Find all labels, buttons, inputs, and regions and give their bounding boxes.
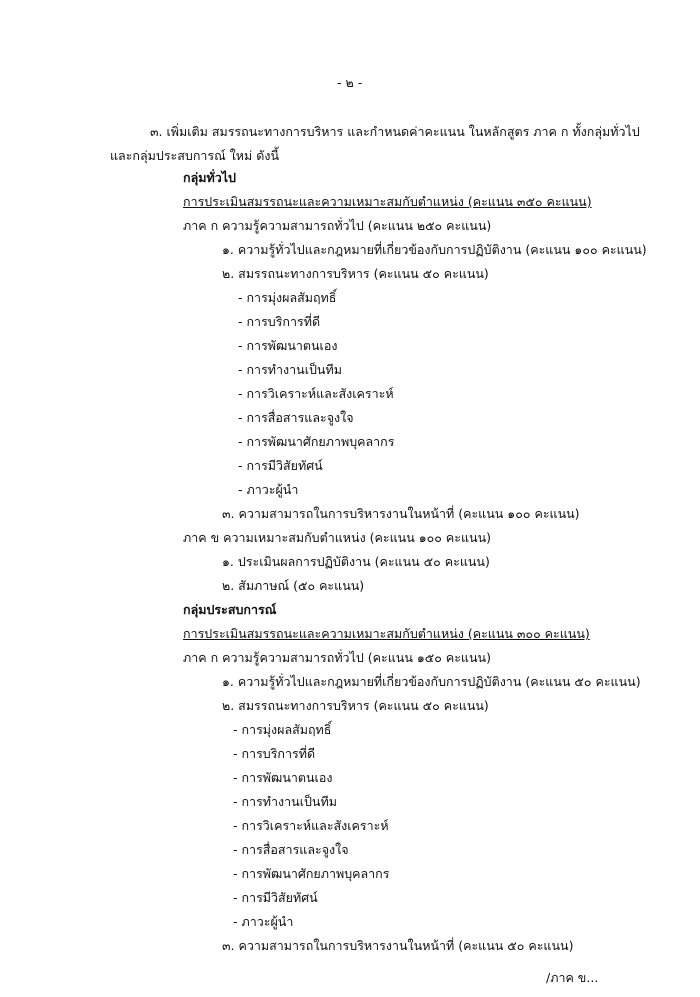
general-part-b: ภาค ข ความเหมาะสมกับตำแหน่ง (คะแนน ๑๐๐ คะแนน): [183, 530, 492, 545]
intro-line-2: และกลุ่มประสบการณ์ ใหม่ ดังนี้: [110, 148, 280, 163]
experience-item-2: ๒. สมรรถนะทางการบริหาร (คะแนน ๕๐ คะแนน): [222, 698, 489, 713]
list-item: - การบริการที่ดี: [233, 746, 316, 761]
list-item: - ภาวะผู้นำ: [233, 914, 294, 929]
experience-item-3: ๓. ความสามารถในการบริหารงานในหน้าที่ (คะแนน ๕๐ คะแนน): [222, 938, 574, 953]
list-item: - การทำงานเป็นทีม: [233, 794, 337, 809]
page-footer-continuation: /ภาค ข...: [546, 970, 599, 985]
general-assessment-title: การประเมินสมรรถนะและความเหมาะสมกับตำแหน่ง (คะแนน ๓๕๐ คะแนน): [183, 194, 592, 209]
list-item: - การสื่อสารและจูงใจ: [233, 842, 349, 857]
intro-line-1: ๓. เพิ่มเติม สมรรถนะทางการบริหาร และกำหนดค่าคะแนน ในหลักสูตร ภาค ก ทั้งกลุ่มทั่วไป: [150, 124, 640, 139]
list-item: - การบริการที่ดี: [238, 314, 321, 329]
list-item: - การมีวิสัยทัศน์: [238, 458, 323, 473]
experience-part-a: ภาค ก ความรู้ความสามารถทั่วไป (คะแนน ๑๕๐ คะแนน): [183, 650, 491, 665]
general-item-2: ๒. สมรรถนะทางการบริหาร (คะแนน ๕๐ คะแนน): [222, 266, 489, 281]
experience-assessment-title: การประเมินสมรรถนะและความเหมาะสมกับตำแหน่ง (คะแนน ๓๐๐ คะแนน): [183, 626, 590, 641]
general-group-heading: กลุ่มทั่วไป: [183, 170, 236, 185]
page-number: - ๒ -: [337, 75, 363, 90]
list-item: - การพัฒนาตนเอง: [233, 770, 333, 785]
list-item: - การพัฒนาศักยภาพบุคลากร: [233, 866, 390, 881]
list-item: - การวิเคราะห์และสังเคราะห์: [238, 386, 394, 401]
list-item: - การมีวิสัยทัศน์: [233, 890, 318, 905]
list-item: - การพัฒนาศักยภาพบุคลากร: [238, 434, 395, 449]
general-item-3: ๓. ความสามารถในการบริหารงานในหน้าที่ (คะแนน ๑๐๐ คะแนน): [222, 506, 580, 521]
experience-group-heading: กลุ่มประสบการณ์: [183, 602, 277, 617]
list-item: - การสื่อสารและจูงใจ: [238, 410, 354, 425]
list-item: - การวิเคราะห์และสังเคราะห์: [233, 818, 389, 833]
general-part-a: ภาค ก ความรู้ความสามารถทั่วไป (คะแนน ๒๕๐ คะแนน): [183, 218, 492, 233]
general-b-item-2: ๒. สัมภาษณ์ (๕๐ คะแนน): [222, 578, 365, 593]
general-item-1: ๑. ความรู้ทั่วไปและกฎหมายที่เกี่ยวข้องกับการปฏิบัติงาน (คะแนน ๑๐๐ คะแนน): [222, 242, 647, 257]
list-item: - การมุ่งผลสัมฤทธิ์: [238, 290, 337, 305]
list-item: - การพัฒนาตนเอง: [238, 338, 338, 353]
list-item: - ภาวะผู้นำ: [238, 482, 299, 497]
list-item: - การมุ่งผลสัมฤทธิ์: [233, 722, 332, 737]
list-item: - การทำงานเป็นทีม: [238, 362, 342, 377]
general-b-item-1: ๑. ประเมินผลการปฏิบัติงาน (คะแนน ๕๐ คะแนน): [222, 554, 490, 569]
experience-item-1: ๑. ความรู้ทั่วไปและกฎหมายที่เกี่ยวข้องกับการปฏิบัติงาน (คะแนน ๕๐ คะแนน): [222, 674, 641, 689]
